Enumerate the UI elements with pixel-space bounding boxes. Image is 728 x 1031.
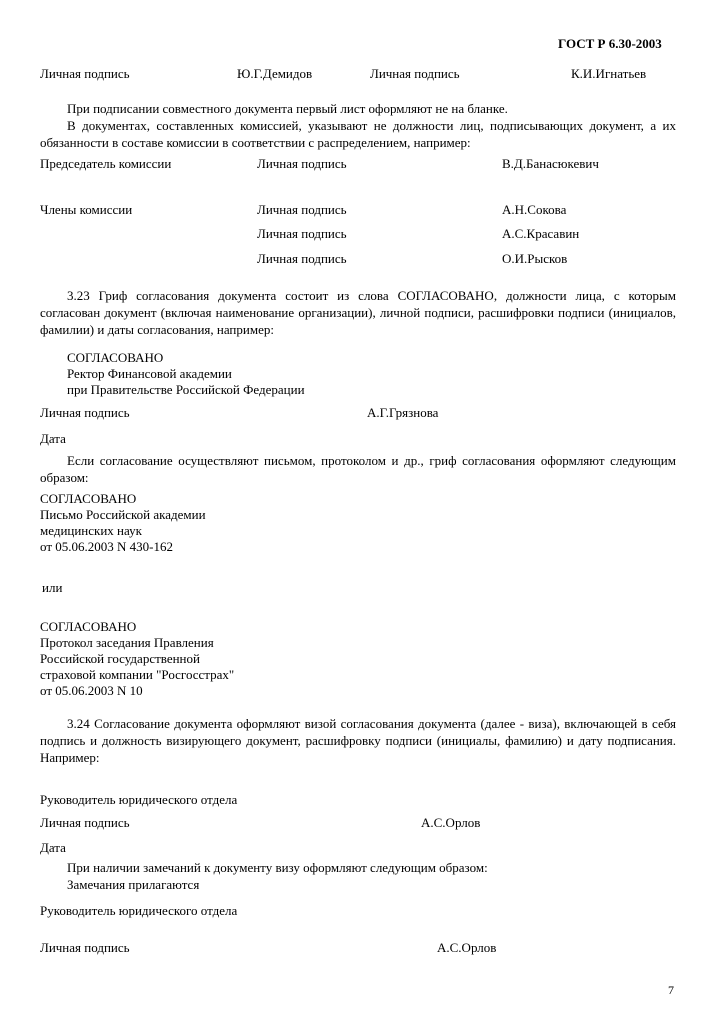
approval-reference: от 05.06.2003 N 10 bbox=[40, 683, 143, 698]
approval-document: Российской государственной bbox=[40, 651, 200, 666]
signatory-name: О.И.Рысков bbox=[502, 251, 568, 266]
approval-word: СОГЛАСОВАНО bbox=[40, 491, 137, 506]
approval-word: СОГЛАСОВАНО bbox=[67, 350, 164, 365]
signature-label: Личная подпись bbox=[40, 405, 130, 420]
approval-document: Письмо Российской академии bbox=[40, 507, 206, 522]
approval-document: страховой компании "Росгосстрах" bbox=[40, 667, 235, 682]
commission-members-role: Члены комиссии bbox=[40, 202, 133, 217]
approval-word: СОГЛАСОВАНО bbox=[40, 619, 137, 634]
signatory-name: К.И.Игнатьев bbox=[571, 66, 647, 81]
approval-position: Ректор Финансовой академии bbox=[67, 366, 232, 381]
signature-label: Личная подпись bbox=[40, 940, 130, 955]
paragraph-remarks: При наличии замечаний к документу визу оформляют следующим образом: bbox=[67, 860, 488, 875]
signature-label: Личная подпись bbox=[40, 66, 130, 81]
signature-label: Личная подпись bbox=[257, 226, 347, 241]
signatory-name: А.С.Красавин bbox=[502, 226, 580, 241]
approval-document: Протокол заседания Правления bbox=[40, 635, 214, 650]
signatory-name: Ю.Г.Демидов bbox=[237, 66, 313, 81]
signature-label: Личная подпись bbox=[257, 202, 347, 217]
or-separator: или bbox=[42, 580, 63, 595]
paragraph-3-24: 3.24 Согласование документа оформляют визой согласования документа (далее - виза), включающей в себя подпись и должность визирующего документ, расшифровку подписи (инициалы, фамилию) и дату подписания. Например: bbox=[40, 716, 676, 765]
signatory-name: А.Н.Сокова bbox=[502, 202, 567, 217]
visa-position: Руководитель юридического отдела bbox=[40, 903, 238, 918]
signatory-name: А.С.Орлов bbox=[437, 940, 497, 955]
visa-position: Руководитель юридического отдела bbox=[40, 792, 238, 807]
signature-label: Личная подпись bbox=[257, 156, 347, 171]
paragraph-joint-document: При подписании совместного документа первый лист оформляют не на бланке. bbox=[67, 101, 508, 116]
signature-label: Личная подпись bbox=[257, 251, 347, 266]
remarks-attached: Замечания прилагаются bbox=[67, 877, 200, 892]
paragraph-3-23: 3.23 Гриф согласования документа состоит из слова СОГЛАСОВАНО, должности лица, с которым согласован документ (включая наименование организации), личной подписи, расшифровки подписи (инициалов, фамилии) и даты согласования, например: bbox=[40, 288, 676, 337]
paragraph-commission: В документах, составленных комиссией, указывают не должности лиц, подписывающих документ, а их обязанности в составе комиссии в соответствии с распределением, например: bbox=[40, 118, 676, 150]
date-label: Дата bbox=[40, 431, 66, 446]
signature-label: Личная подпись bbox=[40, 815, 130, 830]
signatory-name: А.Г.Грязнова bbox=[367, 405, 439, 420]
approval-organization: при Правительстве Российской Федерации bbox=[67, 382, 305, 397]
standard-header: ГОСТ Р 6.30-2003 bbox=[558, 36, 662, 51]
approval-reference: от 05.06.2003 N 430-162 bbox=[40, 539, 173, 554]
signature-label: Личная подпись bbox=[370, 66, 460, 81]
paragraph-approval-by-letter: Если согласование осуществляют письмом, протоколом и др., гриф согласования оформляют следующим образом: bbox=[40, 453, 676, 485]
date-label: Дата bbox=[40, 840, 66, 855]
signatory-name: В.Д.Банасюкевич bbox=[502, 156, 599, 171]
signatory-name: А.С.Орлов bbox=[421, 815, 481, 830]
approval-document: медицинских наук bbox=[40, 523, 142, 538]
page-number: 7 bbox=[668, 983, 674, 997]
commission-chair-role: Председатель комиссии bbox=[40, 156, 172, 171]
